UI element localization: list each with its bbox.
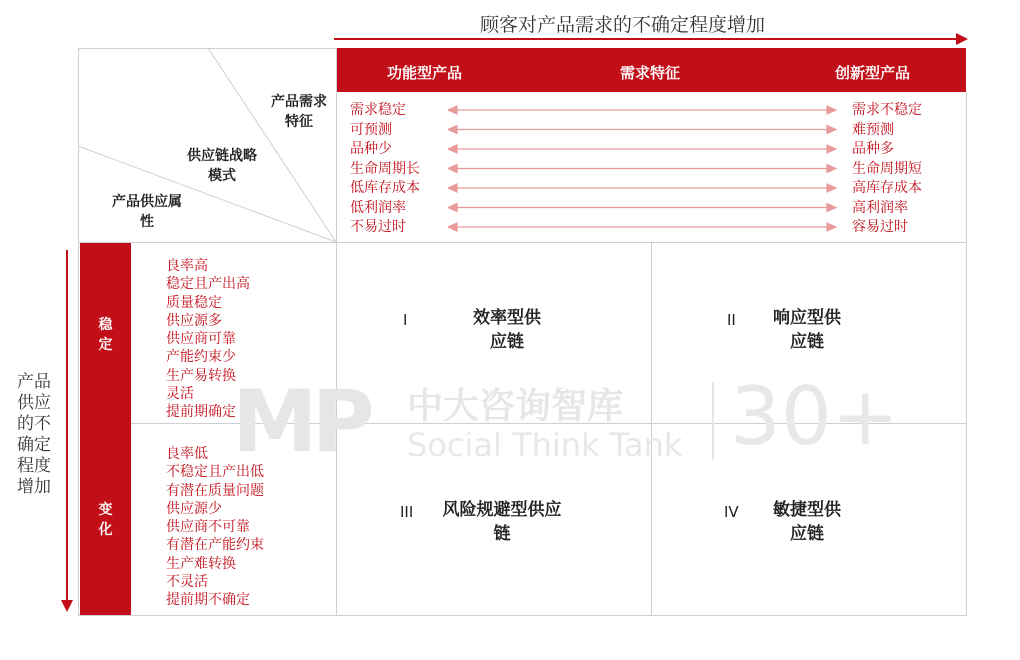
- feature-item: 低利润率: [350, 199, 406, 216]
- corner-supply-attribute: [112, 192, 182, 232]
- left-axis-arrow: [66, 250, 68, 602]
- quadrant-1-name-text: 效率型供应链: [473, 308, 541, 352]
- top-axis-label: 顾客对产品需求的不确定程度增加: [479, 14, 765, 36]
- header-demand-feature: 需求特征: [620, 64, 681, 82]
- grid-row2: [131, 423, 967, 424]
- variable-attributes: [166, 445, 264, 610]
- attribute-item: 良率高: [166, 258, 208, 274]
- feature-item: 需求稳定: [350, 102, 406, 118]
- header-functional-product: 功能型产品: [387, 64, 463, 82]
- quadrant-2-name: [742, 306, 872, 354]
- quadrant-3-name-text: 风险规避型供应链: [442, 500, 562, 544]
- functional-features: [350, 101, 420, 238]
- attribute-item: 供应商可靠: [166, 331, 236, 348]
- quadrant-3-name: [437, 498, 567, 546]
- attribute-item: 提前期确定: [166, 404, 236, 421]
- supply-side-band: [80, 243, 131, 615]
- watermark-en: Social Think Tank: [407, 426, 683, 464]
- quadrant-1-numeral: I: [403, 311, 408, 329]
- row-label-stable: [80, 315, 131, 355]
- feature-double-arrows: [448, 100, 838, 240]
- header-innovative-product: 创新型产品: [835, 64, 911, 82]
- grid-bottom: [78, 615, 967, 616]
- top-axis-arrowhead: [956, 33, 968, 45]
- feature-item: 难预测: [852, 121, 894, 138]
- feature-item: 容易过时: [852, 219, 908, 235]
- feature-item: 不易过时: [350, 219, 406, 235]
- feature-item: 需求不稳定: [852, 102, 922, 118]
- feature-item: 高库存成本: [852, 180, 922, 196]
- corner-demand-feature-text: 产品需求特征: [271, 94, 327, 130]
- feature-item: 可预测: [350, 121, 392, 138]
- attribute-item: 有潜在质量问题: [166, 482, 264, 499]
- quadrant-2-name-text: 响应型供应链: [773, 308, 841, 352]
- attribute-item: 良率低: [166, 446, 208, 462]
- attribute-item: 有潜在产能约束: [166, 537, 264, 554]
- attribute-item: 稳定且产出高: [166, 276, 250, 293]
- feature-item: 生命周期长: [350, 160, 420, 177]
- left-axis-label: [14, 372, 54, 498]
- quadrant-3-numeral: III: [400, 503, 414, 521]
- quadrant-4-name-text: 敏捷型供应链: [773, 500, 841, 544]
- stable-attributes: [166, 257, 250, 422]
- attribute-item: 质量稳定: [166, 294, 222, 311]
- feature-item: 品种少: [350, 141, 392, 157]
- watermark-badge: 30+: [730, 370, 899, 463]
- row-label-variable-text: 变化: [98, 502, 113, 538]
- watermark-logo: MP: [232, 372, 369, 472]
- attribute-item: 生产易转换: [166, 367, 236, 384]
- corner-strategy: [186, 146, 258, 186]
- grid-col2: [651, 243, 652, 616]
- row-label-stable-text: 稳定: [98, 317, 113, 353]
- left-axis-arrowhead: [61, 600, 73, 612]
- watermark-divider: [712, 382, 714, 460]
- attribute-item: 不灵活: [166, 574, 208, 591]
- left-axis-label-text: 产品供应的不确定程度增加: [17, 372, 51, 497]
- attribute-item: 产能约束少: [166, 349, 236, 366]
- attribute-item: 生产难转换: [166, 555, 236, 572]
- quadrant-4-numeral: IV: [724, 503, 739, 521]
- quadrant-4-name: [742, 498, 872, 546]
- corner-demand-feature: [270, 92, 328, 132]
- feature-item: 品种多: [852, 141, 894, 157]
- attribute-item: 灵活: [166, 386, 194, 403]
- attribute-item: 供应商不可靠: [166, 519, 250, 536]
- feature-item: 生命周期短: [852, 160, 922, 177]
- innovative-features: [852, 101, 922, 238]
- feature-item: 低库存成本: [350, 180, 420, 196]
- attribute-item: 供应源少: [166, 500, 222, 517]
- quadrant-2-numeral: II: [727, 311, 736, 329]
- attribute-item: 提前期不确定: [166, 592, 250, 609]
- grid-right: [966, 92, 967, 616]
- corner-strategy-text: 供应链战略模式: [187, 148, 257, 184]
- top-axis-arrow: [334, 38, 966, 40]
- row-label-variable: [80, 500, 131, 540]
- attribute-item: 不稳定且产出低: [166, 464, 264, 481]
- quadrant-1-name: [442, 306, 572, 354]
- feature-item: 高利润率: [852, 199, 908, 216]
- watermark-cn: 中大咨询智库: [407, 386, 624, 427]
- attribute-item: 供应源多: [166, 312, 222, 329]
- corner-supply-attribute-text: 产品供应属性: [112, 194, 182, 230]
